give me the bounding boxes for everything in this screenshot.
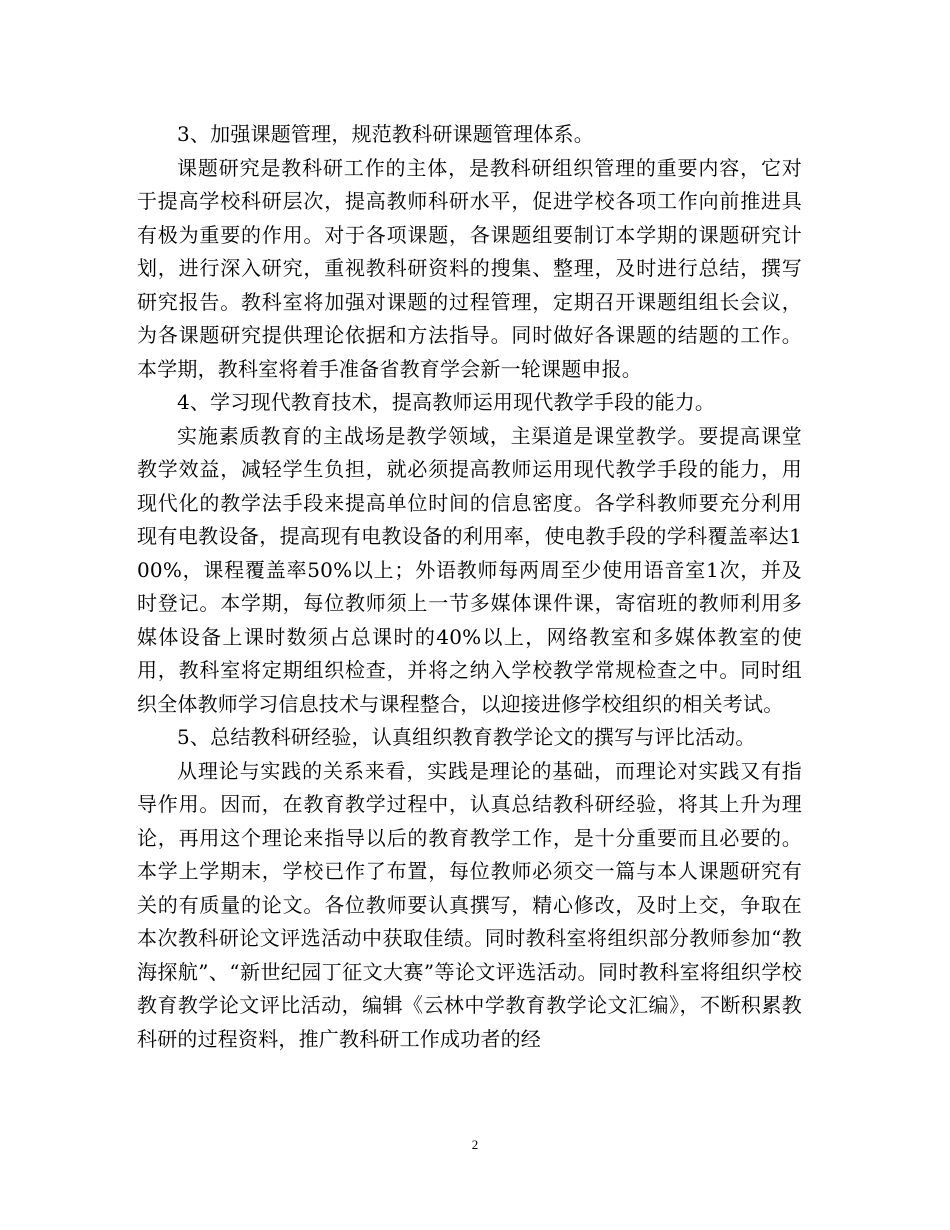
paragraph-research-experience: 从理论与实践的关系来看，实践是理论的基础，而理论对实践又有指导作用。因而，在教育教学过程中，认真总结教科研经验，将其上升为理论，再用这个理论来指导以后的教育教学工作，是十分重要而且必要的。本学上学期末，学校已作了布置，每位教师必须交一篇与本人课题研究有关的有质量的论文。各位教师要认真撰写，精心修改，及时上交，争取在本次教科研论文评选活动中获取佳绩。同时教科室将组织部分教师参加“教海探航”、“新世纪园丁征文大赛”等论文评选活动。同时教科室将组织学校教育教学论文评比活动，编辑《云林中学教育教学论文汇编》，不断积累教科研的过程资料，推广教科研工作成功者的经 (137, 758, 802, 1051)
section-heading-5: 5、总结教科研经验，认真组织教育教学论文的撰写与评比活动。 (177, 725, 756, 749)
section-heading-4: 4、学习现代教育技术，提高教师运用现代教学手段的能力。 (177, 390, 716, 414)
document-body (137, 118, 802, 1056)
paragraph-education-technology: 实施素质教育的主战场是教学领域，主渠道是课堂教学。要提高课堂教学效益，减轻学生负担，就必须提高教师运用现代教学手段的能力，用现代化的教学法手段来提高单位时间的信息密度。各学科教师要充分利用现有电教设备，提高现有电教设备的利用率，使电教手段的学科覆盖率达100%，课程覆盖率50%以上；外语教师每两周至少使用语音室1次，并及时登记。本学期，每位教师须上一节多媒体课件课，寄宿班的教师利用多媒体设备上课时数须占总课时的40%以上，网络教室和多媒体教室的使用，教科室将定期组织检查，并将之纳入学校教学常规检查之中。同时组织全体教师学习信息技术与课程整合，以迎接进修学校组织的相关考试。 (137, 423, 802, 716)
page-number: 2 (471, 1137, 479, 1152)
paragraph-project-research: 课题研究是教科研工作的主体，是教科研组织管理的重要内容，它对于提高学校科研层次，提高教师科研水平，促进学校各项工作向前推进具有极为重要的作用。对于各项课题，各课题组要制订本学期的课题研究计划，进行深入研究，重视教科研资料的搜集、整理，及时进行总结，撰写研究报告。教科室将加强对课题的过程管理，定期召开课题组组长会议，为各课题研究提供理论依据和方法指导。同时做好各课题的结题的工作。本学期，教科室将着手准备省教育学会新一轮课题申报。 (137, 155, 802, 381)
section-heading-3: 3、加强课题管理，规范教科研课题管理体系。 (177, 122, 594, 146)
